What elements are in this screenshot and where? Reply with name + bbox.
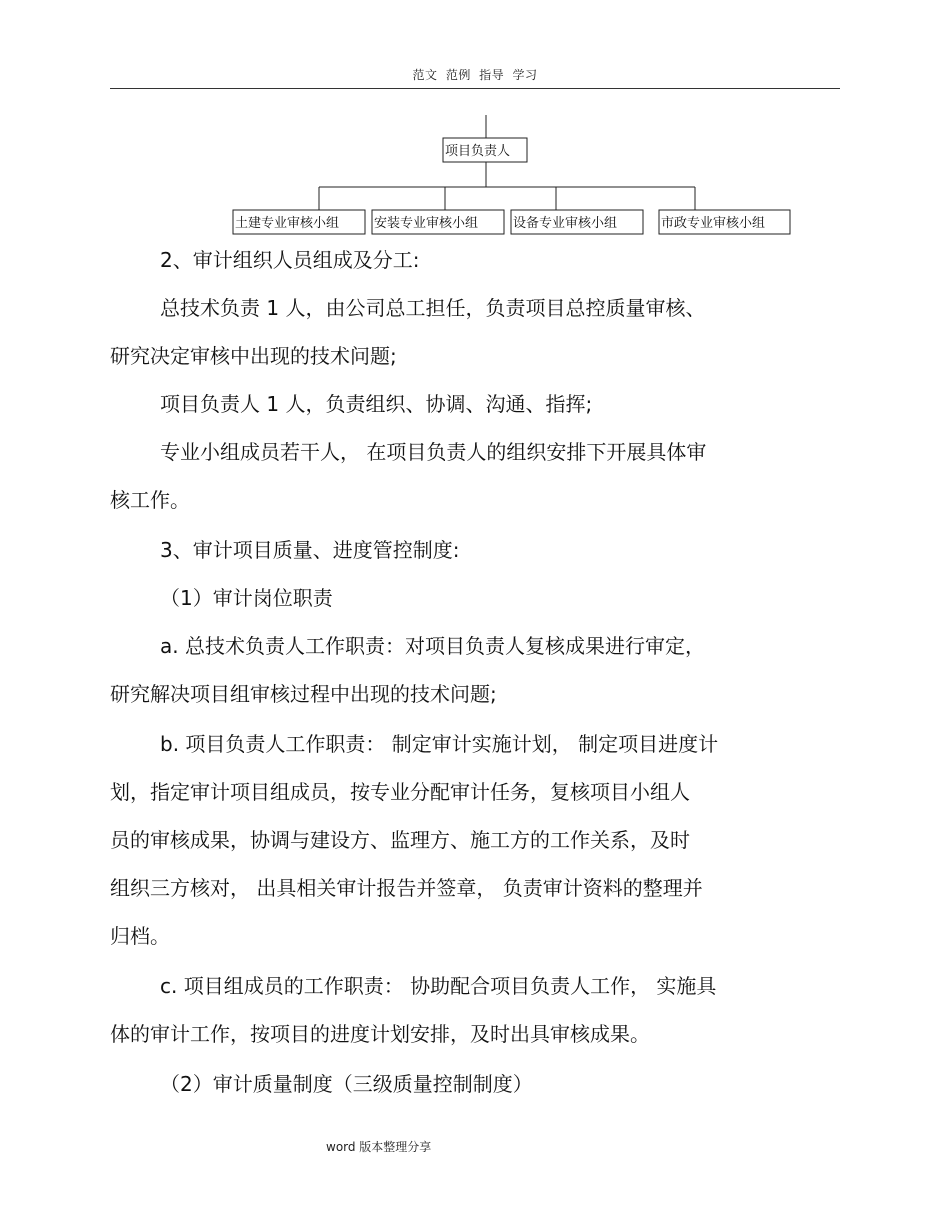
paragraph-line: 专业小组成员若干人， 在项目负责人的组织安排下开展具体审 — [160, 440, 707, 464]
section-3-title: 3、审计项目质量、进度管控制度: — [160, 538, 460, 562]
paragraph-line: c. 项目组成员的工作职责： 协助配合项目负责人工作， 实施具 — [160, 974, 717, 998]
subsection-1-title: （1）审计岗位职责 — [160, 586, 333, 610]
paragraph-line: 研究决定审核中出现的技术问题; — [110, 344, 397, 368]
paragraph-line: 组织三方核对， 出具相关审计报告并签章， 负责审计资料的整理并 — [110, 876, 703, 900]
org-chart-child-label-1: 土建专业审核小组 — [235, 216, 340, 231]
paragraph-line: 项目负责人 1 人，负责组织、协调、沟通、指挥; — [160, 392, 593, 416]
paragraph-line: 研究解决项目组审核过程中出现的技术问题; — [110, 682, 497, 706]
paragraph-line: b. 项目负责人工作职责： 制定审计实施计划， 制定项目进度计 — [160, 732, 719, 756]
page-header: 范文 范例 指导 学习 — [412, 68, 538, 82]
page-footer: word 版本整理分享 — [326, 1140, 432, 1154]
paragraph-line: a. 总技术负责人工作职责：对项目负责人复核成果进行审定， — [160, 634, 705, 658]
org-chart — [0, 0, 950, 240]
subsection-2-title: （2）审计质量制度（三级质量控制制度） — [160, 1072, 533, 1096]
org-chart-child-label-4: 市政专业审核小组 — [661, 216, 766, 231]
paragraph-line: 归档。 — [110, 924, 170, 948]
paragraph-line: 总技术负责 1 人，由公司总工担任，负责项目总控质量审核、 — [160, 296, 706, 320]
org-chart-child-label-3: 设备专业审核小组 — [513, 216, 618, 231]
org-chart-child-label-2: 安装专业审核小组 — [374, 216, 479, 231]
paragraph-line: 划，指定审计项目组成员，按专业分配审计任务，复核项目小组人 — [110, 780, 690, 804]
paragraph-line: 核工作。 — [110, 488, 190, 512]
paragraph-line: 员的审核成果，协调与建设方、监理方、施工方的工作关系，及时 — [110, 828, 690, 852]
paragraph-line: 体的审计工作，按项目的进度计划安排，及时出具审核成果。 — [110, 1022, 650, 1046]
section-2-title: 2、审计组织人员组成及分工: — [160, 248, 420, 272]
org-chart-root-label: 项目负责人 — [445, 144, 511, 159]
